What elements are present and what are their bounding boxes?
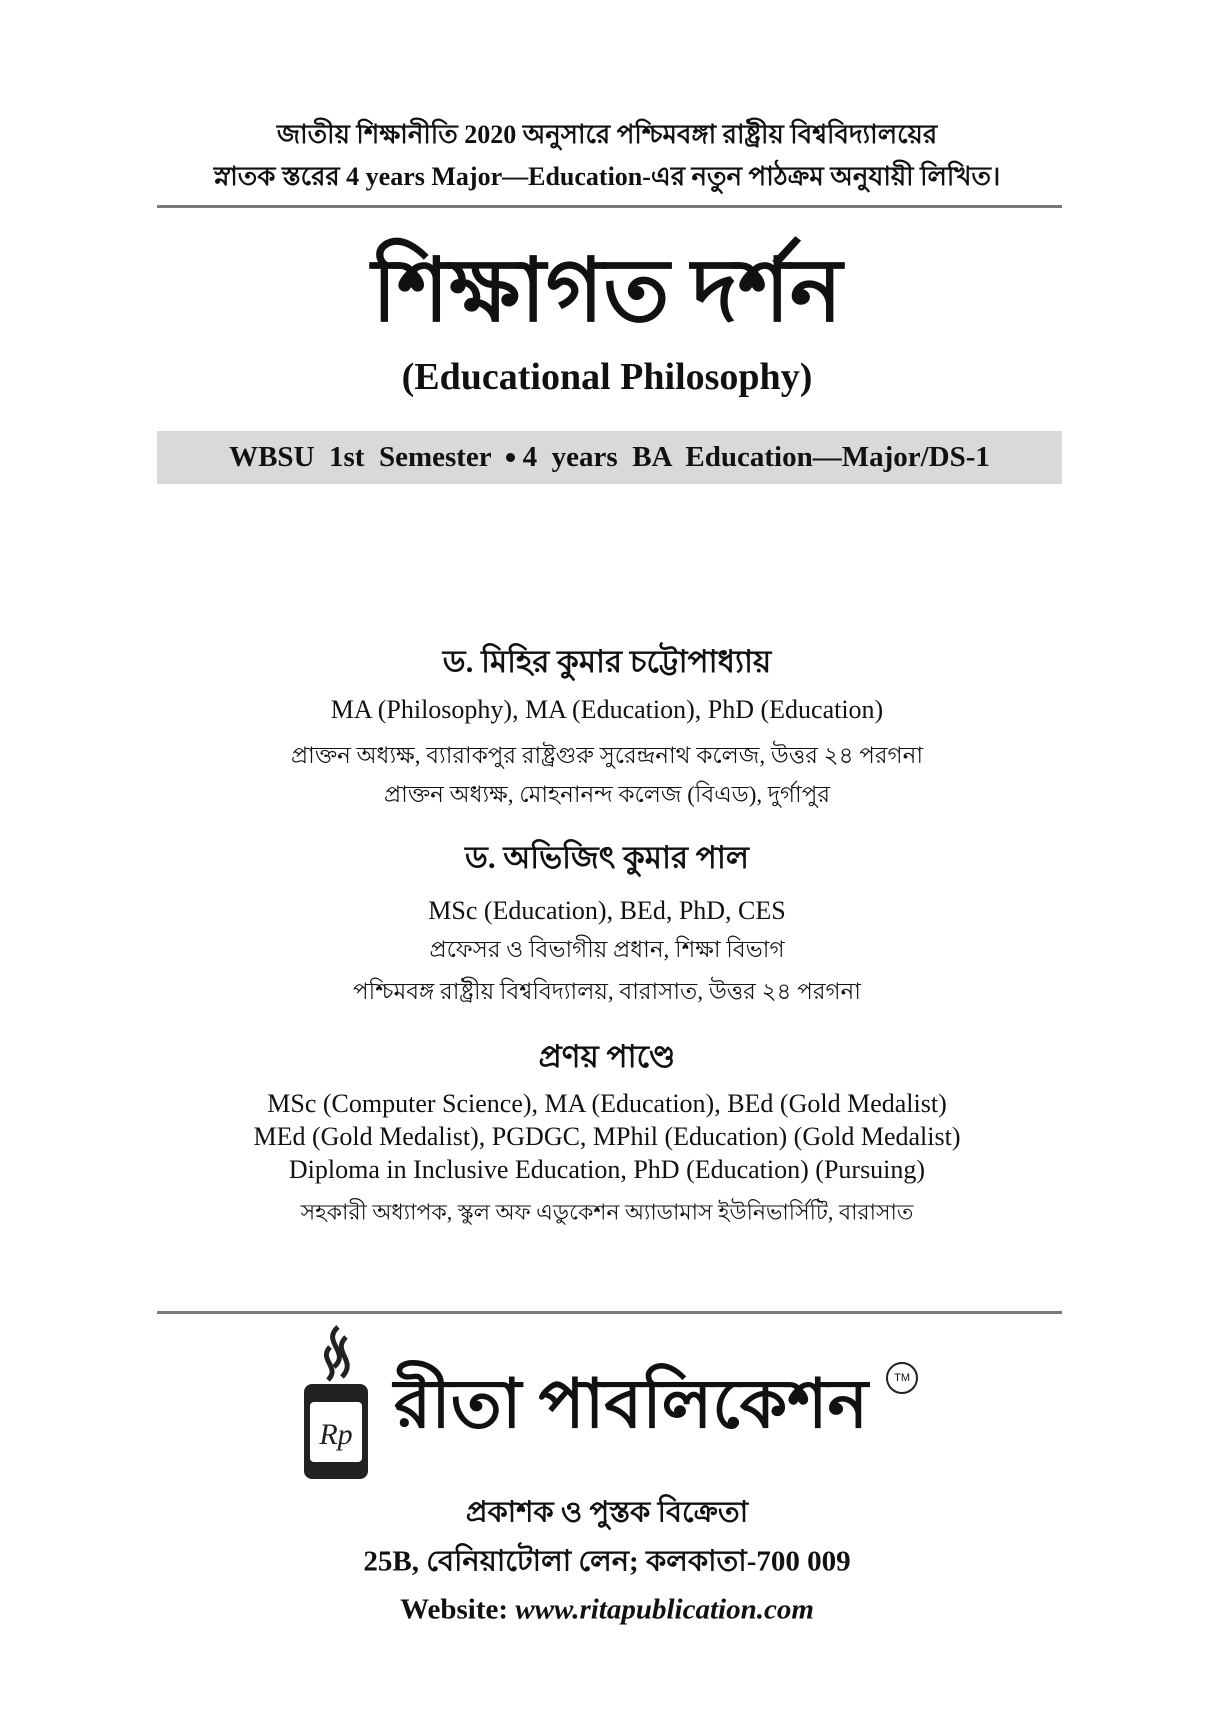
publisher-logo: [0, 1322, 1214, 1487]
author-2-line: MSc (Education), BEd, PhD, CES: [428, 896, 786, 926]
book-subtitle: (Educational Philosophy): [401, 356, 813, 399]
author-3-line: Diploma in Inclusive Education, PhD (Education) (Pursuing): [288, 1155, 926, 1185]
author-2-name: ড. অভিজিৎ কুমার পাল: [465, 840, 749, 876]
author-3-line: সহকারী অধ্যাপক, স্কুল অফ এডুকেশন অ্যাডামাস ইউনিভার্সিটি, বারাসাত: [300, 1199, 914, 1225]
lamp-icon: [296, 1322, 376, 1487]
bottom-divider: [157, 1311, 1062, 1314]
author-3-name: প্রণয় পাণ্ডে: [538, 1039, 676, 1075]
author-2-line: পশ্চিমবঙ্গ রাষ্ট্রীয় বিশ্ববিদ্যালয়, বারাসাত, উত্তর ২৪ পরগনা: [353, 978, 861, 1004]
publisher-tagline: প্রকাশক ও পুস্তক বিক্রেতা: [465, 1496, 749, 1529]
author-3-line: MEd (Gold Medalist), PGDGC, MPhil (Education) (Gold Medalist): [253, 1122, 961, 1152]
top-divider: [157, 205, 1062, 208]
author-1-line: প্রাক্তন অধ্যক্ষ, ব্যারাকপুর রাষ্ট্রগুরু সুরেন্দ্রনাথ কলেজ, উত্তর ২৪ পরগনা: [290, 742, 924, 768]
author-1-line: প্রাক্তন অধ্যক্ষ, মোহনানন্দ কলেজ (বিএড), দুর্গাপুর: [384, 781, 830, 807]
band-left: WBSU 1st Semester: [229, 440, 492, 473]
logo-initials: Rp: [319, 1418, 353, 1451]
book-title: শিক্ষাগত দর্শন: [371, 243, 843, 341]
author-1-name: ড. মিহির কুমার চট্টোপাধ্যায়: [442, 644, 772, 680]
trademark-mark: TM: [886, 1362, 918, 1394]
publisher-logo-name: রীতা পাবলিকেশন: [393, 1366, 869, 1443]
author-1-line: MA (Philosophy), MA (Education), PhD (Education): [330, 695, 884, 725]
header-line-1: জাতীয় শিক্ষানীতি 2020 অনুসারে পশ্চিমবঙ্গা রাষ্ট্রীয় বিশ্ববিদ্যালয়ের: [276, 120, 938, 150]
website-link[interactable]: www.ritapublication.com: [515, 1593, 814, 1626]
author-2-line: প্রফেসর ও বিভাগীয় প্রধান, শিক্ষা বিভাগ: [429, 936, 785, 962]
publisher-website: [0, 1593, 1214, 1626]
author-3-line: MSc (Computer Science), MA (Education), BEd (Gold Medalist): [267, 1089, 947, 1119]
band-right: 4 years BA Education—Major/DS-1: [522, 440, 990, 473]
publisher-address: 25B, বেনিয়াটোলা লেন; কলকাতা-700 009: [363, 1545, 851, 1578]
header-line-2: স্নাতক স্তরের 4 years Major—Education-এর নতুন পাঠক্রম অনুযায়ী লিখিত।: [213, 162, 1001, 192]
website-label: Website:: [400, 1593, 509, 1626]
bullet-icon: [506, 453, 515, 462]
course-band: [157, 431, 1062, 484]
